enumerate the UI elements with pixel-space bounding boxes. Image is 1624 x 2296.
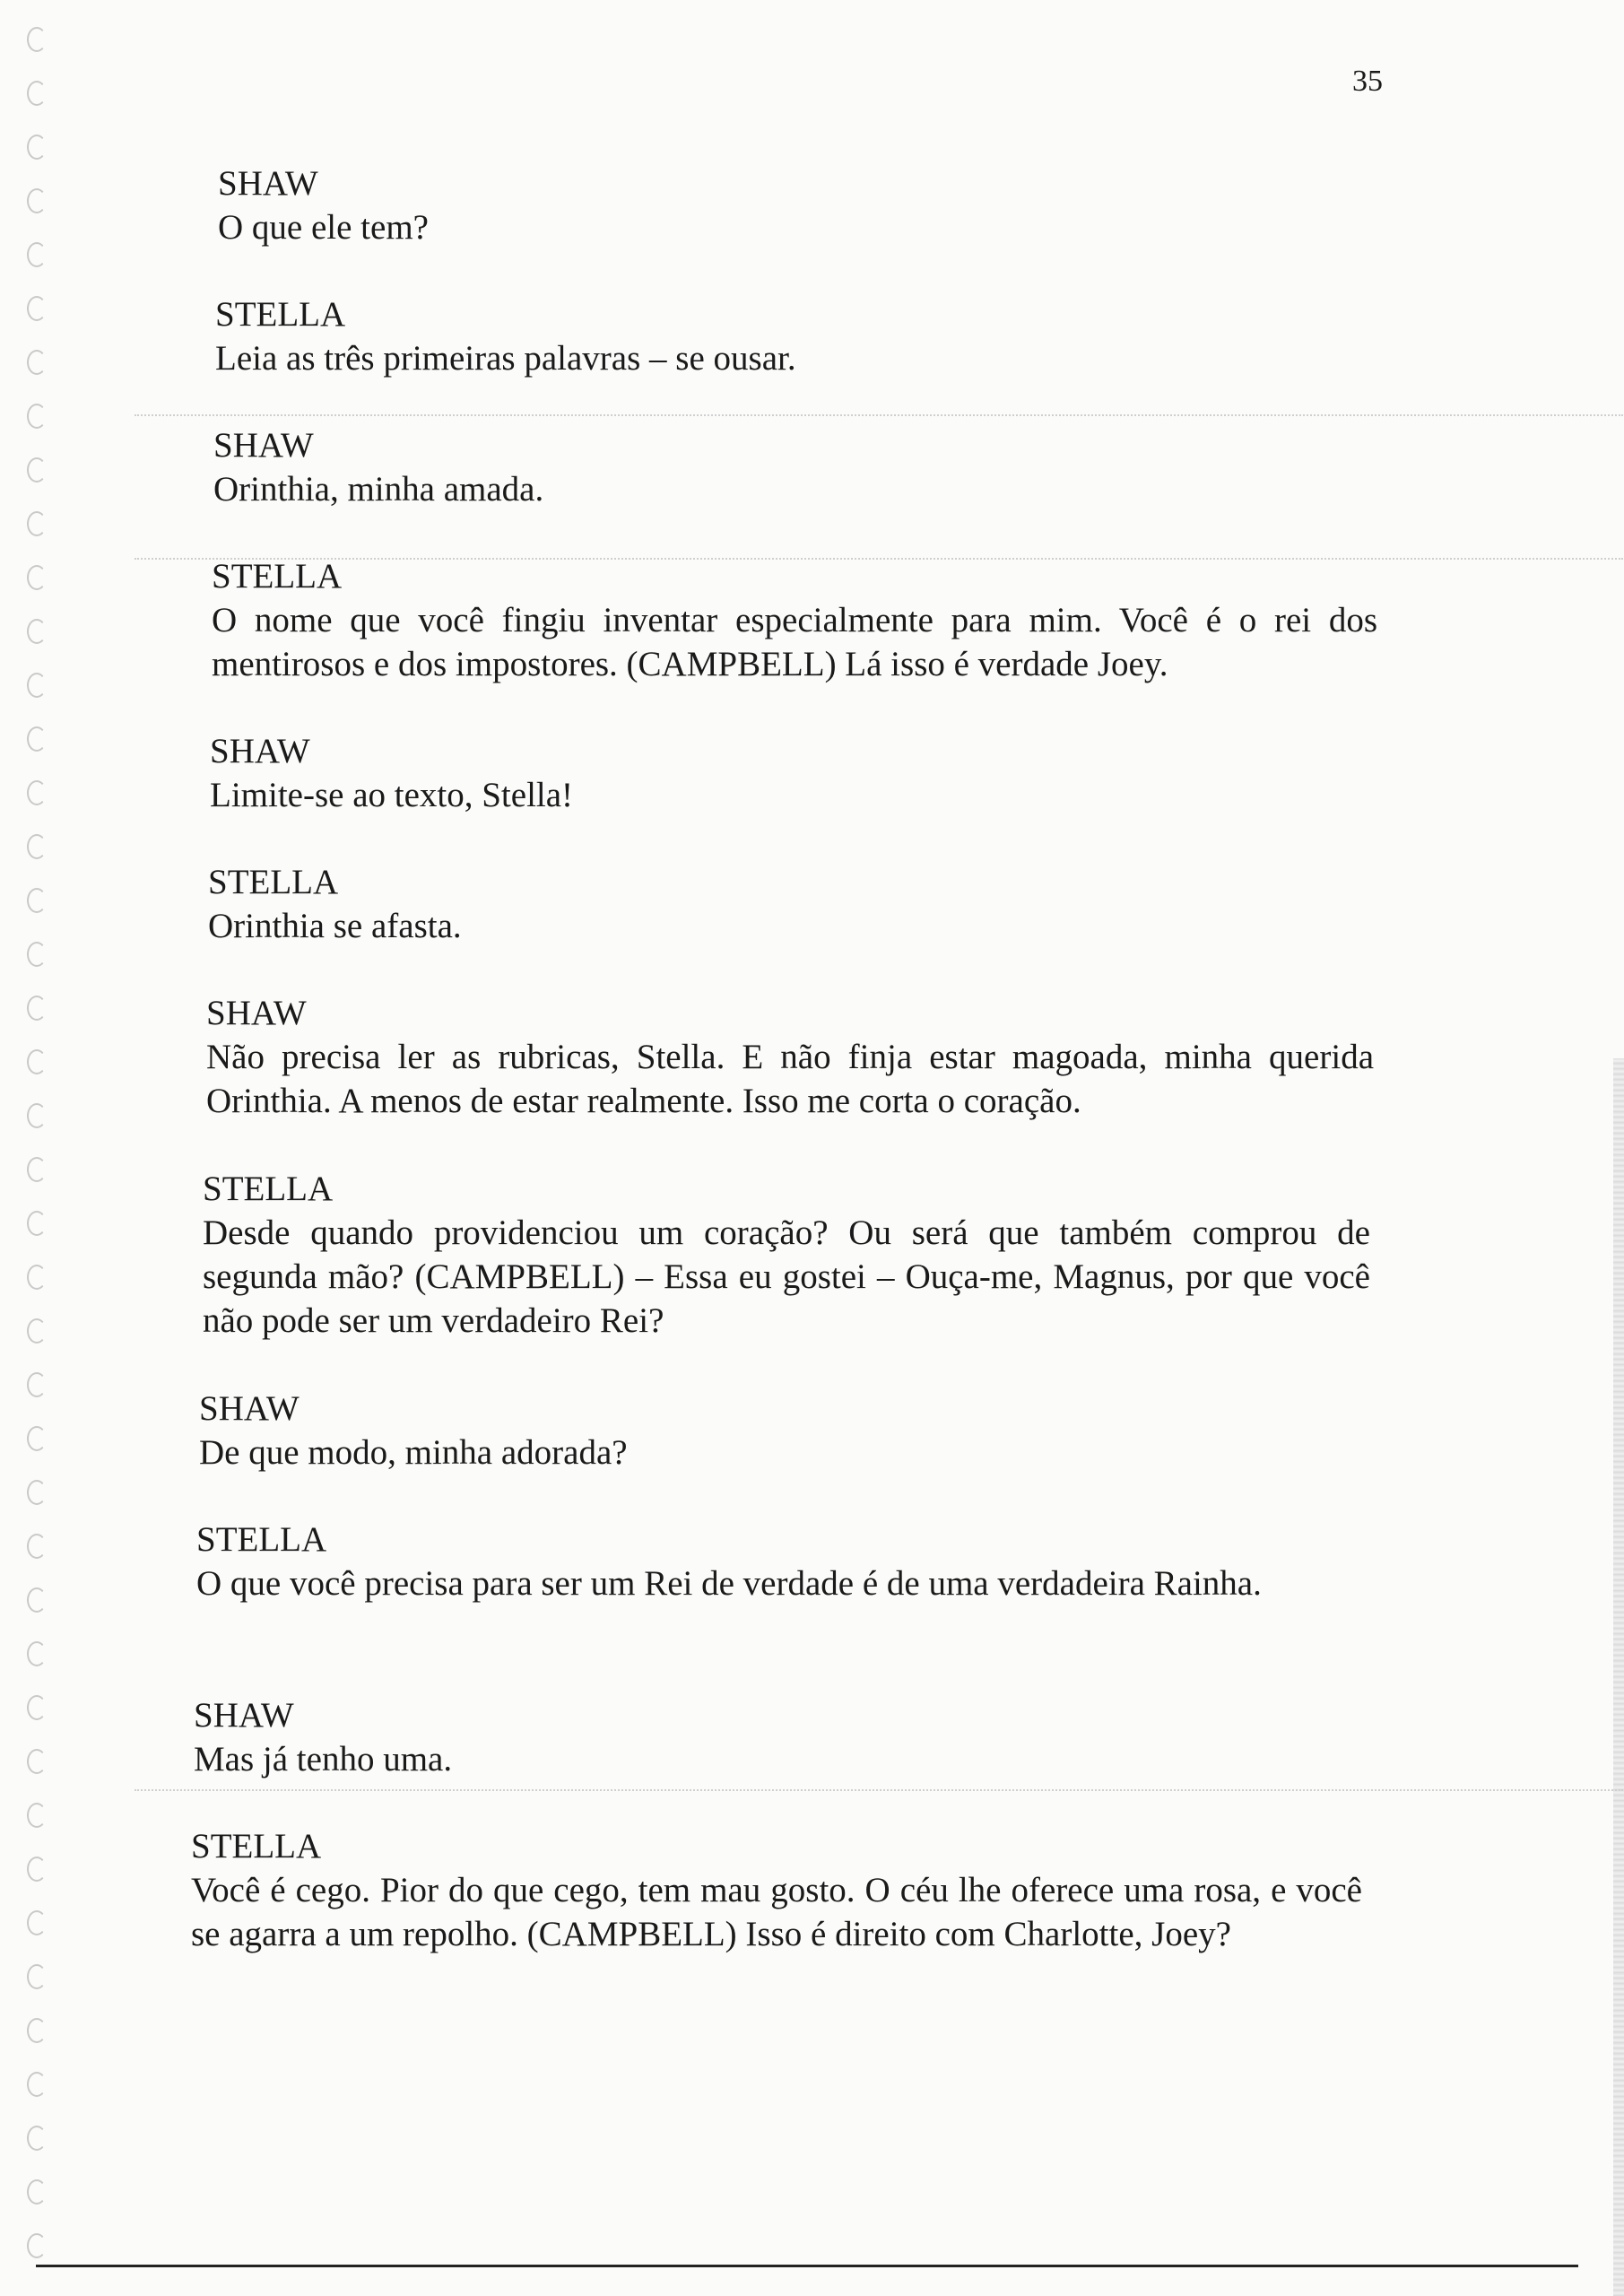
page-number: 35 [1352, 65, 1383, 98]
speaker-name: STELLA [212, 557, 343, 596]
dialogue-block [199, 1387, 1365, 1474]
dialogue-line: Orinthia, minha amada. [213, 470, 544, 509]
dialogue-block [196, 1518, 1366, 1605]
bottom-rule [36, 2265, 1578, 2267]
dialogue-block [213, 423, 1379, 511]
speaker-name: SHAW [206, 994, 307, 1032]
speaker-name: STELLA [208, 863, 339, 901]
speaker-name: STELLA [196, 1520, 327, 1559]
dialogue-block [191, 1824, 1362, 1956]
dialogue-line: Orinthia se afasta. [208, 907, 462, 945]
dialogue-block [215, 292, 1381, 380]
dialogue-line: Leia as três primeiras palavras – se ousar. [215, 339, 796, 378]
dialogue-block [218, 161, 1384, 249]
speaker-name: SHAW [218, 164, 318, 203]
dialogue-line: Limite-se ao texto, Stella! [210, 776, 574, 814]
dialogue-block [194, 1693, 1359, 1781]
speaker-name: SHAW [213, 426, 314, 465]
dialogue-line: Mas já tenho uma. [194, 1740, 453, 1779]
dialogue-line: O que você precisa para ser um Rei de verdade é de uma verdadeira Rainha. [196, 1564, 1262, 1603]
dialogue-line: O que ele tem? [218, 208, 429, 247]
speaker-name: STELLA [203, 1170, 334, 1208]
dialogue-line: Desde quando providenciou um coração? Ou será que também comprou de segunda mão? (CAMPBELL) – Essa eu gostei – Ouça-me, Magnus, por que você não pode ser um verdadeiro Rei? [203, 1213, 1370, 1340]
dialogue-line: Não precisa ler as rubricas, Stella. E não finja estar magoada, minha querida Orinthia. A menos de estar realmente. Isso me corta o coração. [206, 1038, 1374, 1120]
speaker-name: SHAW [210, 732, 310, 770]
dialogue-block [203, 1167, 1370, 1343]
dialogue-line: Você é cego. Pior do que cego, tem mau gosto. O céu lhe oferece uma rosa, e você se agarra a um repolho. (CAMPBELL) Isso é direito com Charlotte, Joey? [191, 1871, 1362, 1953]
dialogue-line: O nome que você fingiu inventar especialmente para mim. Você é o rei dos mentirosos e dos impostores. (CAMPBELL) Lá isso é verdade Joey. [212, 601, 1377, 683]
dialogue-line: De que modo, minha adorada? [199, 1433, 628, 1472]
speaker-name: SHAW [194, 1696, 294, 1735]
dialogue-block [210, 729, 1376, 817]
dialogue-block [206, 991, 1374, 1123]
speaker-name: SHAW [199, 1389, 300, 1428]
speaker-name: STELLA [215, 295, 346, 334]
dialogue-block [208, 860, 1374, 948]
speaker-name: STELLA [191, 1827, 322, 1866]
dialogue-block [212, 554, 1377, 686]
